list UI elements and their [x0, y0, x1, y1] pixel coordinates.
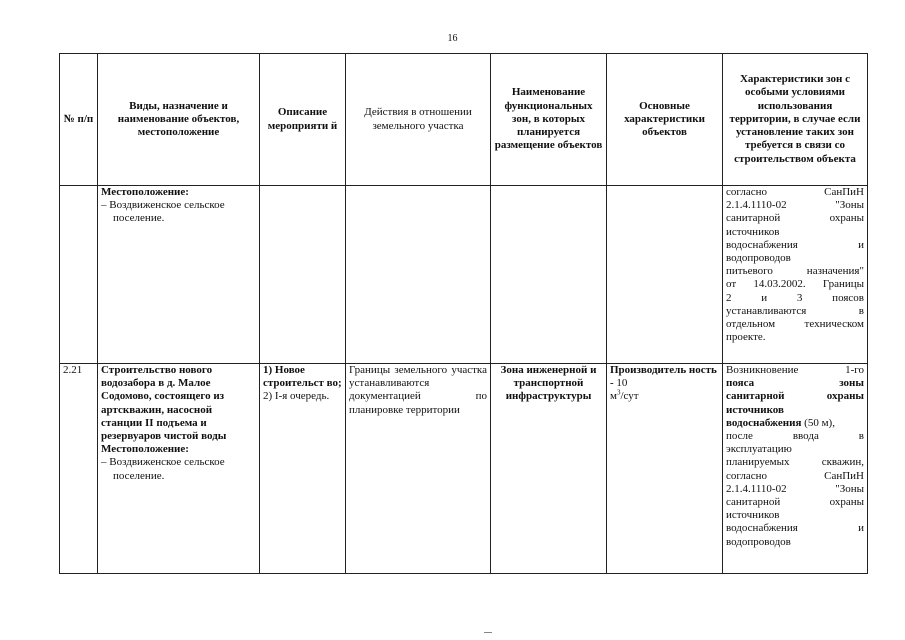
header-description: Описание мероприяти й — [260, 54, 346, 186]
special-line: санитарной охраны — [726, 390, 864, 403]
characteristics-value: 10 — [616, 377, 628, 390]
header-row — [60, 54, 868, 186]
special-line: водоснабжения и — [726, 522, 864, 535]
header-zones: Наименование функциональных зон, в которых планируется размещение объектов — [491, 54, 607, 186]
special-line: пояса зоны — [726, 377, 864, 390]
cell-characteristics — [607, 364, 723, 574]
cell-actions — [346, 186, 491, 364]
special-line-suffix: (50 м), — [801, 416, 835, 429]
characteristics-text — [610, 364, 719, 404]
cell-description — [260, 186, 346, 364]
special-line: устанавливаются в — [726, 304, 864, 317]
actions-text: Границы земельного участка устанавливаются документацией по планировке территории — [349, 364, 487, 416]
header-characteristics: Основные характеристики объектов — [607, 54, 723, 186]
special-line: 2.1.4.1110-02 "Зоны — [726, 482, 864, 495]
special-line: эксплуатацию — [726, 443, 792, 456]
zone-text: Зона инженерной и транспортной инфраструктуры — [500, 364, 597, 403]
special-line: санитарной охраны — [726, 212, 864, 225]
special-line: источников — [726, 403, 784, 416]
special-line: источников — [726, 225, 780, 238]
cell-special-zones — [723, 364, 868, 574]
characteristics-unit-sup: 3 — [616, 388, 621, 397]
characteristics-unit-post: /сут — [620, 390, 639, 403]
special-line — [726, 417, 864, 430]
header-types: Виды, назначение и наименование объектов, местоположение — [98, 54, 260, 186]
cell-num — [60, 186, 98, 364]
location-value: – Воздвиженское сельское поселение. — [101, 456, 225, 482]
scan-mark — [484, 632, 492, 633]
table-row-continued — [60, 186, 868, 364]
cell-zones — [491, 186, 607, 364]
cell-description — [260, 364, 346, 574]
cell-num: 2.21 — [60, 364, 98, 574]
characteristics-label: Производитель ность - — [610, 364, 717, 390]
location-label: Местоположение: — [101, 186, 189, 198]
description-plain: 2) I-я очередь. — [263, 390, 330, 403]
special-line: санитарной охраны — [726, 496, 864, 509]
page-number: 16 — [447, 33, 458, 44]
cell-special-zones — [723, 186, 868, 364]
cell-characteristics — [607, 186, 723, 364]
special-line: отдельном техническом — [726, 318, 864, 331]
objects-table — [59, 53, 868, 574]
special-line: водопроводов — [726, 252, 791, 265]
special-line: проекте. — [726, 331, 766, 344]
description-bold: 1) Новое строительст во; — [263, 364, 342, 390]
special-line: согласно СанПиН — [726, 186, 864, 198]
special-line: водопроводов — [726, 535, 791, 548]
special-line: Возникновение 1-го — [726, 364, 864, 376]
special-line: 2.1.4.1110-02 "Зоны — [726, 199, 864, 212]
special-line: 2 и 3 поясов — [726, 291, 864, 304]
location-label: Местоположение: — [101, 443, 189, 456]
special-line: от 14.03.2002. Границы — [726, 278, 864, 291]
special-line: согласно СанПиН — [726, 469, 864, 482]
special-line: питьевого назначения" — [726, 265, 864, 278]
characteristics-unit-pre: м — [610, 390, 617, 403]
cell-zones — [491, 364, 607, 574]
header-num: № п/п — [60, 54, 98, 186]
special-line: источников — [726, 509, 780, 522]
special-line: после ввода в — [726, 430, 864, 443]
cell-actions — [346, 364, 491, 574]
special-line: планируемых скважин, — [726, 456, 864, 469]
cell-location — [98, 186, 260, 364]
cell-title — [98, 364, 260, 574]
object-title: Строительство нового водозабора в д. Малое Содомово, состоящего из артскважин, насосной станции II подъема и резервуаров чистой воды — [101, 364, 227, 443]
table-row-2-21 — [60, 364, 868, 574]
special-line: водоснабжения и — [726, 238, 864, 251]
header-actions: Действия в отношении земельного участка — [346, 54, 491, 186]
special-line-bold: водоснабжения — [726, 416, 802, 429]
header-special-zones: Характеристики зон с особыми условиями использования территории, в случае если установление таких зон требуется в связи со строительством объекта — [723, 54, 868, 186]
location-value: – Воздвиженское сельское поселение. — [101, 199, 225, 225]
